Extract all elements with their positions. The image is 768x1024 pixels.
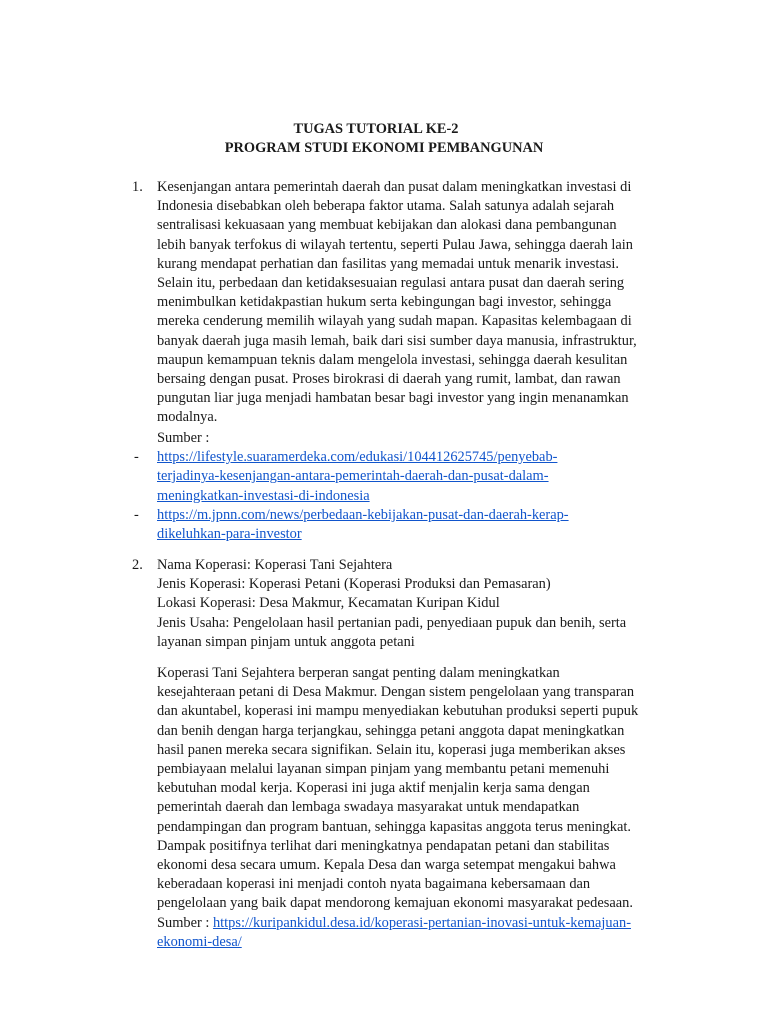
q2-line: keberadaan koperasi ini menjadi contoh nyata bagaimana kebersamaan dan <box>157 876 591 893</box>
question-1-sources <box>134 429 687 544</box>
q2-source-line <box>157 933 687 952</box>
question-1 <box>132 178 687 428</box>
list-dash: - <box>134 506 139 523</box>
q1-line: pungutan liar juga menjadi hambatan besar bagi investor yang ingin menanamkan <box>157 390 629 407</box>
q2-paragraph <box>157 664 687 952</box>
question-1-number: 1. <box>132 179 143 195</box>
q2-line: pengelolaan yang baik dapat mendorong kemajuan ekonomi masyarakat pedesaan. <box>157 895 633 912</box>
link-line[interactable]: meningkatkan-investasi-di-indonesia <box>157 487 370 504</box>
q1-line: mereka cenderung memilih wilayah yang sudah mapan. Kapasitas kelembagaan di <box>157 313 632 330</box>
link-line[interactable]: https://m.jpnn.com/news/perbedaan-kebijakan-pusat-dan-daerah-kerap- <box>157 506 569 523</box>
q2-line: dan benih dengan harga terjangkau, sehingga petani anggota dapat meningkatkan <box>157 722 625 739</box>
q2-line: pembiayaan melalui layanan simpan pinjam yang membantu petani memenuhi <box>157 761 610 778</box>
q1-line: menimbulkan ketidakpastian hukum serta kebingungan bagi investor, sehingga <box>157 294 612 311</box>
source-item <box>135 506 687 544</box>
info-line: layanan simpan pinjam untuk anggota petani <box>157 633 415 650</box>
q1-line: banyak daerah juga masih lemah, baik dari sisi sumber daya manusia, infrastruktur, <box>157 332 637 349</box>
info-line: Jenis Usaha: Pengelolaan hasil pertanian padi, penyediaan pupuk dan benih, serta <box>157 614 627 631</box>
list-dash: - <box>134 449 139 466</box>
link-line[interactable]: https://lifestyle.suaramerdeka.com/edukasi/104412625745/penyebab- <box>157 449 558 466</box>
info-line: Lokasi Koperasi: Desa Makmur, Kecamatan Kuripan Kidul <box>157 595 500 612</box>
q2-line: Koperasi Tani Sejahtera berperan sangat penting dalam meningkatkan <box>157 665 560 681</box>
q2-line: kebutuhan modal kerja. Koperasi ini juga aktif menjalin kerja sama dengan <box>157 780 590 797</box>
q2-line: ekonomi desa secara umum. Kepala Desa dan warga setempat mengakui bahwa <box>157 857 616 874</box>
q2-line: Dampak positifnya terlihat dari meningkatnya pendapatan petani dan stabilitas <box>157 837 610 854</box>
q1-line: Kesenjangan antara pemerintah daerah dan pusat dalam meningkatkan investasi di <box>157 179 632 195</box>
source-item <box>135 448 687 506</box>
source-label: Sumber : <box>157 914 213 931</box>
q1-line: modalnya. <box>157 409 218 426</box>
link-line[interactable]: dikeluhkan-para-investor <box>157 526 302 543</box>
q2-line: hasil panen mereka secara signifikan. Selain itu, koperasi juga memberikan akses <box>157 741 626 758</box>
question-2 <box>132 556 687 652</box>
source-label: Sumber : <box>157 430 210 446</box>
document-title-line1: TUGAS TUTORIAL KE-2 <box>293 121 459 137</box>
link-line[interactable]: terjadinya-kesenjangan-antara-pemerintah-daerah-dan-pusat-dalam- <box>157 468 549 485</box>
q2-source-line <box>157 914 687 933</box>
source-link-kuripankidul[interactable]: https://kuripankidul.desa.id/koperasi-pertanian-inovasi-untuk-kemajuan- <box>212 914 631 931</box>
question-1-answer <box>157 178 687 428</box>
source-list <box>135 448 687 544</box>
q1-line: sentralisasi kekuasaan yang membuat kebijakan dan alokasi dana pembangunan <box>157 217 617 234</box>
source-link-suaramerdeka[interactable] <box>157 448 687 506</box>
q1-line: Selain itu, perbedaan dan ketidaksesuaian regulasi antara pusat dan daerah sering <box>157 275 625 292</box>
q1-line: bersaing dengan pusat. Proses birokrasi di daerah yang rumit, lambat, dan rawan <box>157 371 621 388</box>
question-2-answer <box>157 664 687 952</box>
q2-line: kesejahteraan petani di Desa Makmur. Dengan sistem pengelolaan yang transparan <box>157 684 635 701</box>
cooperative-info <box>157 556 687 652</box>
document-title-line2: PROGRAM STUDI EKONOMI PEMBANGUNAN <box>224 140 544 156</box>
info-line: Jenis Koperasi: Koperasi Petani (Koperasi Produksi dan Pemasaran) <box>157 576 551 593</box>
q1-line: kurang mendapat perhatian dan fasilitas yang memadai untuk menarik investasi. <box>157 255 619 272</box>
source-link-jpnn[interactable] <box>157 506 687 544</box>
question-2-number: 2. <box>132 557 143 573</box>
q2-line: pemerintah daerah dan lembaga swadaya masyarakat untuk mendapatkan <box>157 799 580 816</box>
q1-line: maupun kemampuan teknis dalam mengelola investasi, sehingga daerah kesulitan <box>157 351 628 368</box>
q1-line: lebih banyak terfokus di wilayah tertentu, seperti Pulau Jawa, sehingga daerah lain <box>157 236 633 253</box>
q2-line: pendampingan dan program bantuan, sehingga kapasitas anggota terus meningkat. <box>157 818 631 835</box>
source-link-kuripankidul-cont[interactable]: ekonomi-desa/ <box>157 933 242 950</box>
info-line: Nama Koperasi: Koperasi Tani Sejahtera <box>157 557 393 573</box>
q1-line: Indonesia disebabkan oleh beberapa faktor utama. Salah satunya adalah sejarah <box>157 198 615 215</box>
q2-line: dan akuntabel, koperasi ini mampu menyediakan kebutuhan produksi seperti pupuk <box>157 703 639 720</box>
